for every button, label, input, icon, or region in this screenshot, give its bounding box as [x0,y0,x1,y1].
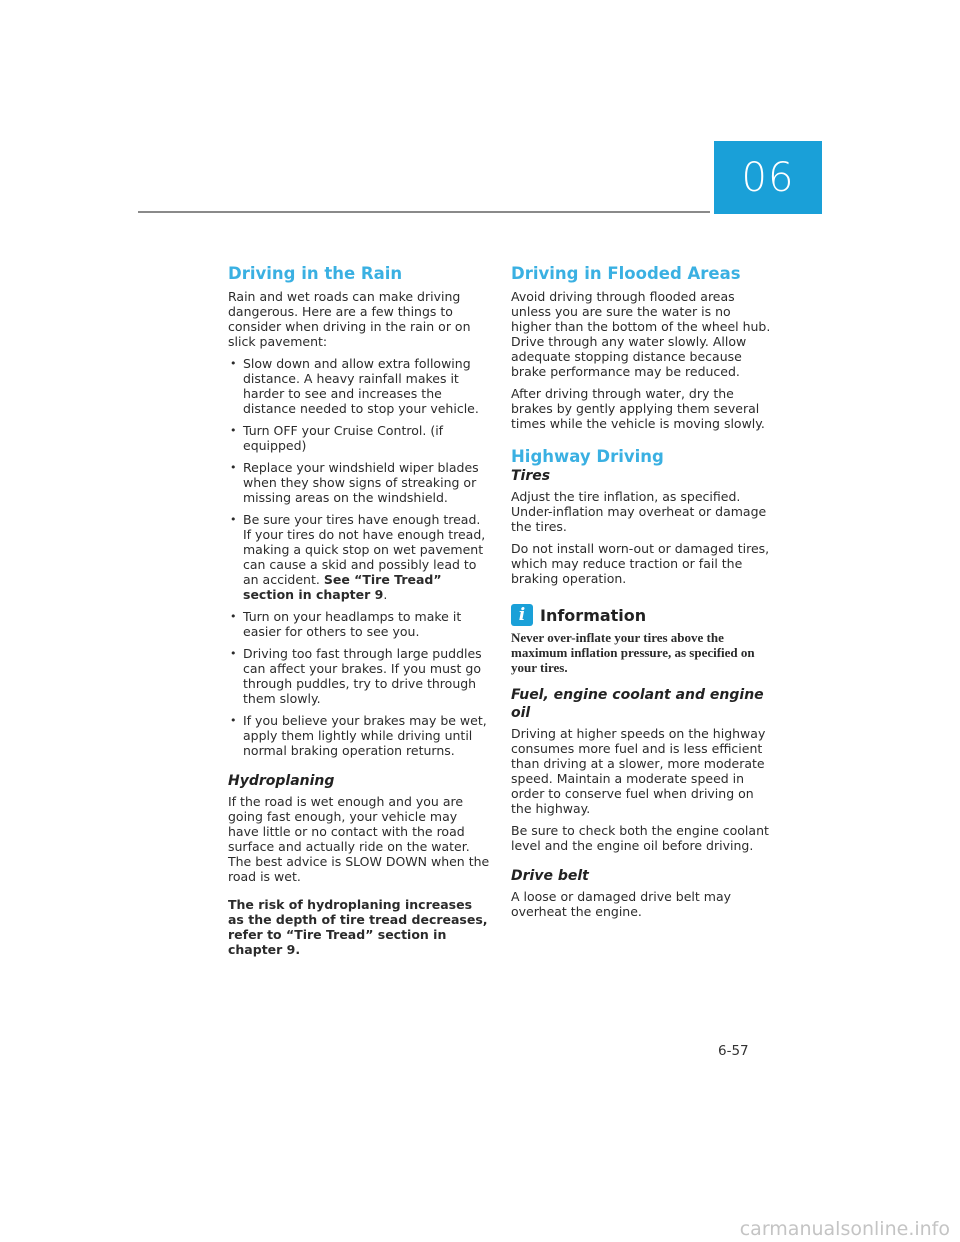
flooded-title: Driving in Flooded Areas [511,264,741,283]
header-rule [138,211,710,213]
list-item: • If you believe your brakes may be wet, apply them lightly while driving until normal braking operation returns. [228,713,490,758]
tread-end: . [383,587,388,602]
hydroplaning-body: If the road is wet enough and you are going fast enough, your vehicle may have little or no contact with the road surface and actually ride on the water. The best advice is SLOW DOWN when the road is wet. [228,794,490,884]
drive-belt-p1: A loose or damaged drive belt may overheat the engine. [511,889,732,919]
list-item: • Turn OFF your Cruise Control. (if equipped) [228,423,490,453]
watermark: carmanualsonline.info [739,1218,950,1240]
list-item: • Turn on your headlamps to make it easier for others to see you. [228,609,490,639]
fuel-p2: Be sure to check both the engine coolant level and the engine oil before driving. [511,823,769,853]
info-icon: i [511,604,533,626]
information-header [511,604,773,626]
rain-intro: Rain and wet roads can make driving dangerous. Here are a few things to consider when driving in the rain or on slick pavement: [228,289,471,349]
rain-title: Driving in the Rain [228,264,403,283]
tread-reference: See “Tire Tread” section in chapter 9 [243,572,442,602]
flooded-p2: After driving through water, dry the brakes by gently applying them several times while the vehicle is moving slowly. [511,386,765,431]
information-text: Never over-inflate your tires above the maximum inflation pressure, as specified on your tires. [511,630,755,675]
hydroplaning-title: Hydroplaning [228,773,335,789]
rain-bullets [228,356,490,758]
right-column [511,264,773,926]
list-item [228,512,490,602]
drive-belt-title: Drive belt [511,868,589,884]
list-item: • Driving too fast through large puddles can affect your brakes. If you must go through puddles, try to drive through them slowly. [228,646,490,706]
tread-text: Be sure your tires have enough tread. If your tires do not have enough tread, making a quick stop on wet pavement can cause a skid and possibly lead to an accident. [243,512,486,587]
tires-title: Tires [511,468,551,484]
tires-p1: Adjust the tire inflation, as specified. Under-inflation may overheat or damage the tires. [511,489,767,534]
information-title: Information [540,605,647,625]
hydroplaning-note: The risk of hydroplaning increases as the depth of tire tread decreases, refer to “Tire Tread” section in chapter 9. [228,897,488,957]
left-column [228,264,490,964]
chapter-tab: 06 [714,141,822,214]
page-number: 6-57 [718,1043,749,1059]
flooded-p1: Avoid driving through flooded areas unless you are sure the water is no higher than the bottom of the wheel hub. Drive through any water slowly. Allow adequate stopping distance because brake performance may be reduced. [511,289,771,379]
highway-title: Highway Driving [511,447,664,466]
list-item: • Replace your windshield wiper blades when they show signs of streaking or missing areas on the windshield. [228,460,490,505]
tires-p2: Do not install worn-out or damaged tires, which may reduce traction or fail the braking operation. [511,541,770,586]
fuel-p1: Driving at higher speeds on the highway consumes more fuel and is less efficient than driving at a slower, more moderate speed. Maintain a moderate speed in order to conserve fuel when driving on the highway. [511,726,766,816]
fuel-title: Fuel, engine coolant and engine oil [511,687,764,721]
list-item: • Slow down and allow extra following distance. A heavy rainfall makes it harder to see and increases the distance needed to stop your vehicle. [228,356,490,416]
